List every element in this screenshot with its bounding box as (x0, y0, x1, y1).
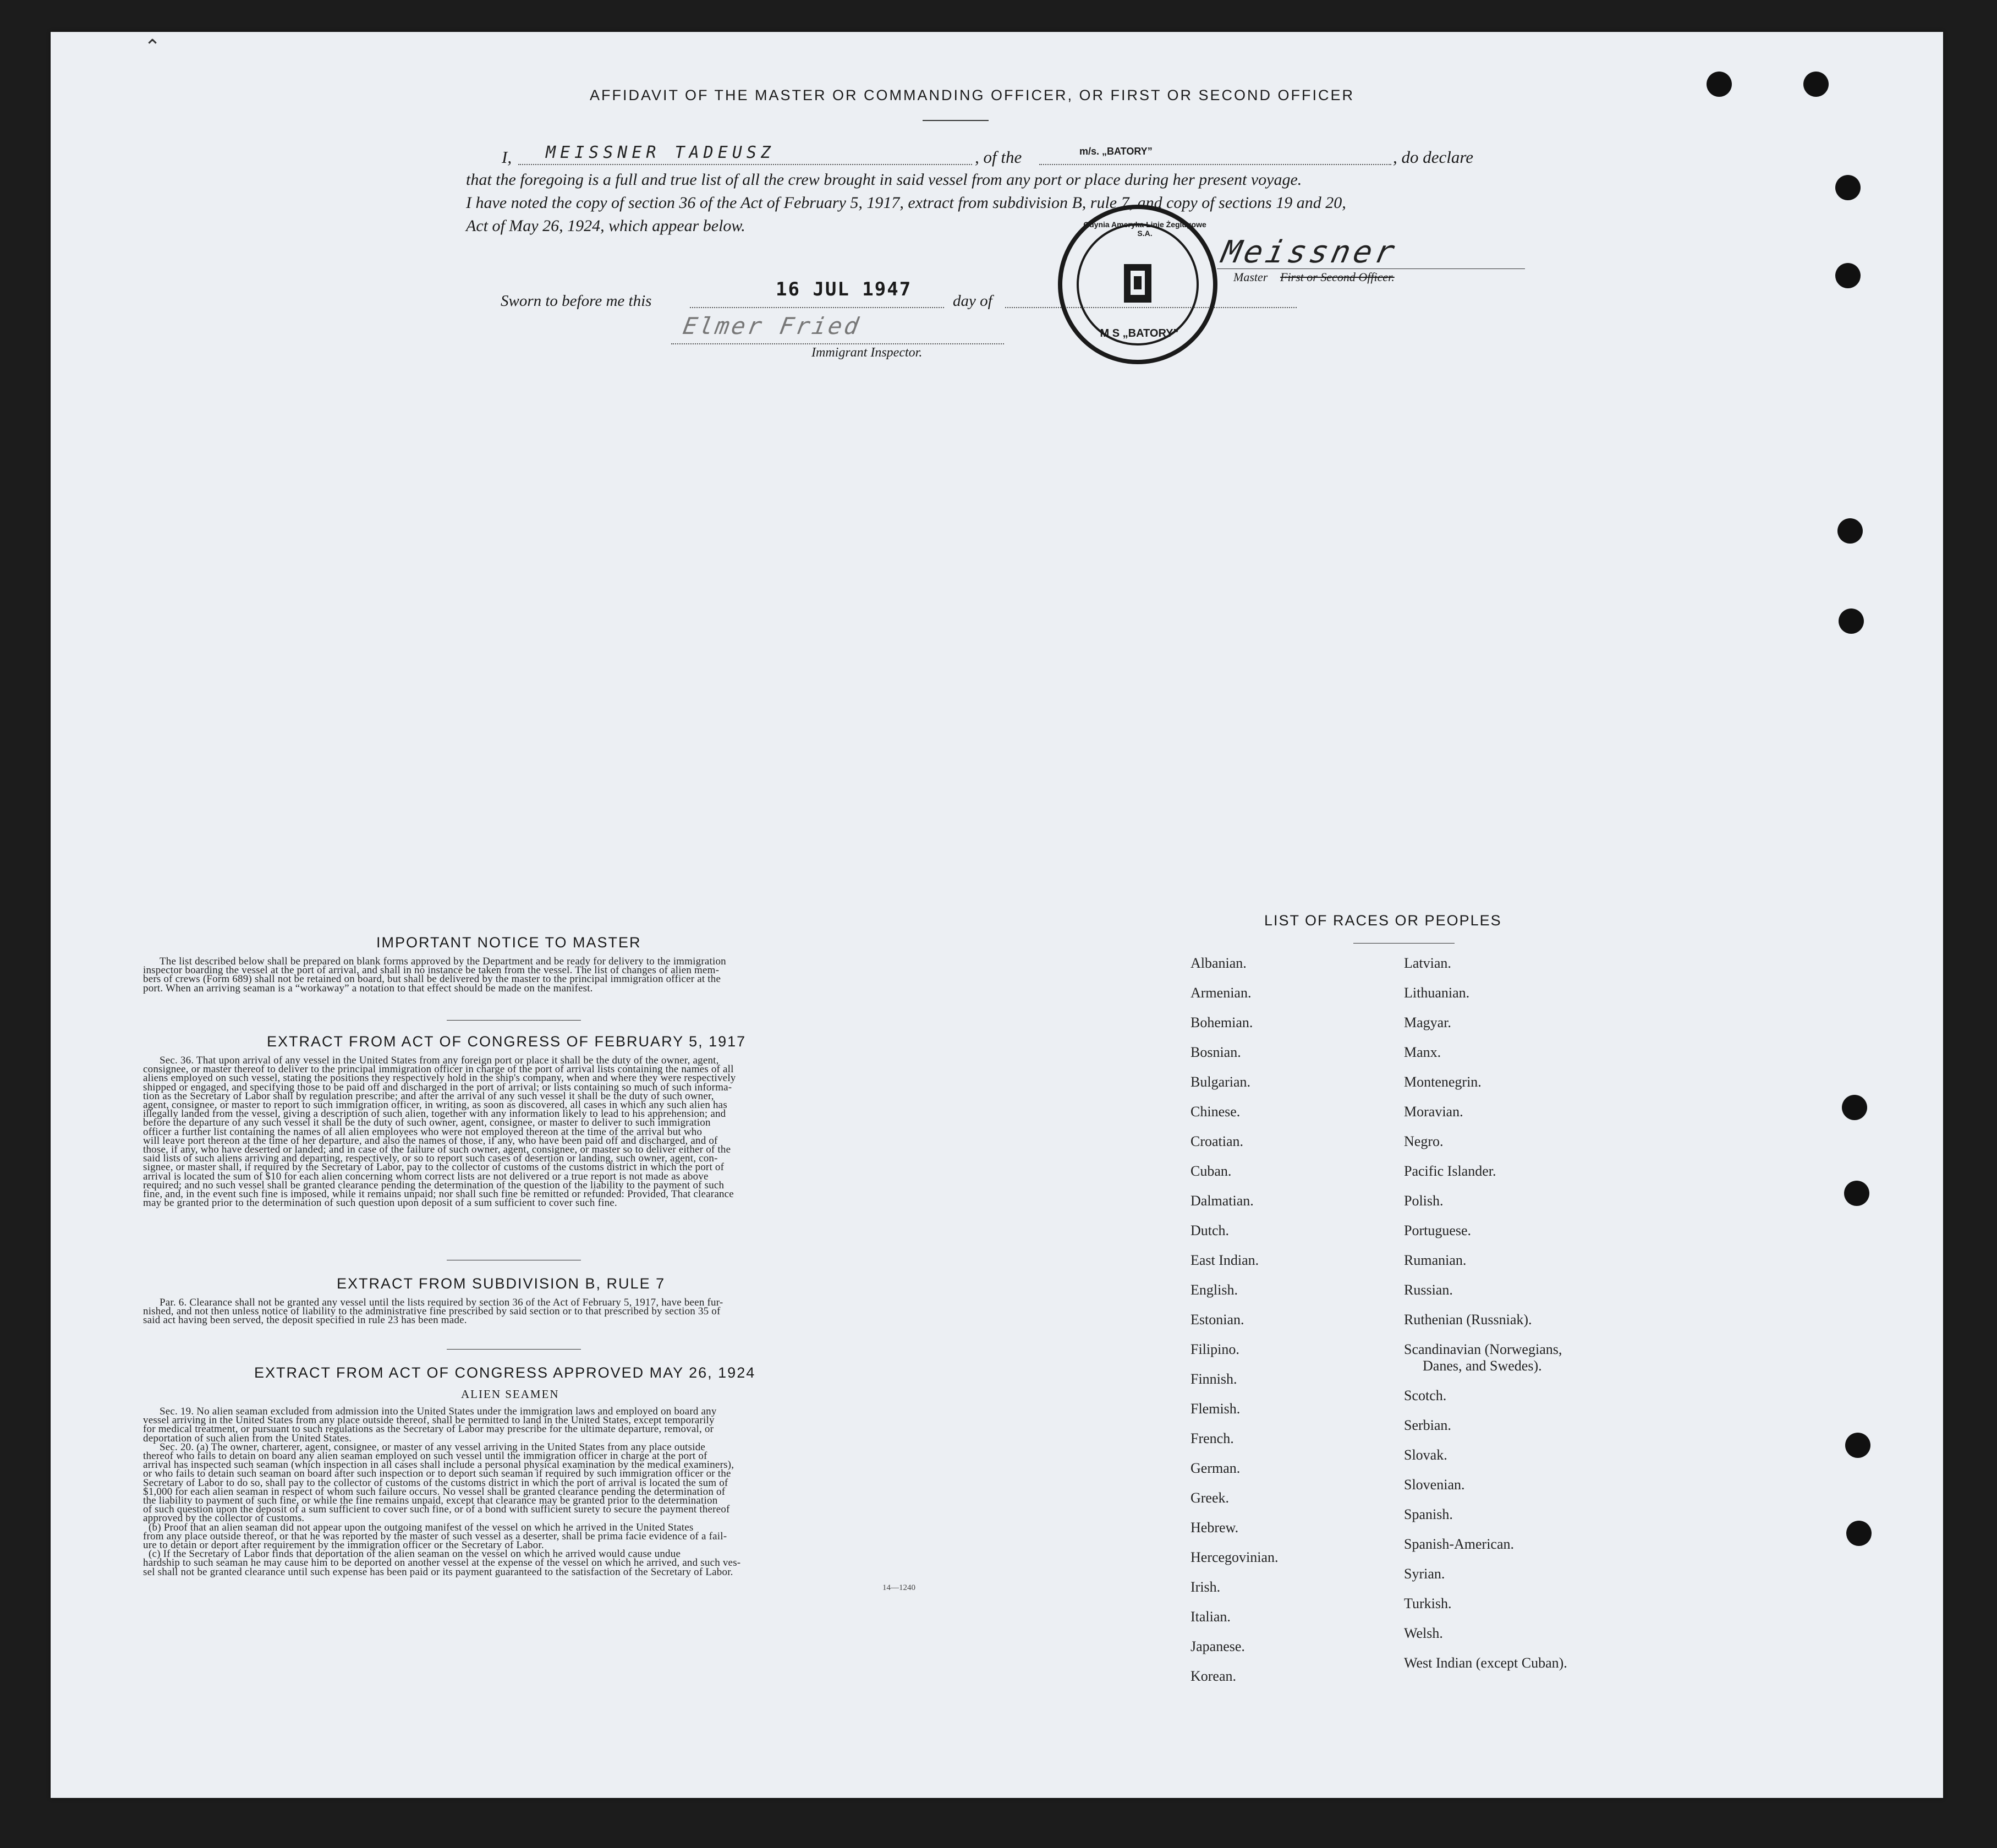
extract-1924-line: sel shall not be granted clearance until such expense has been paid or its payment guaranteed to the satisfaction of the Secretary of Labor. (143, 1566, 733, 1578)
race-item: Bosnian. (1190, 1044, 1241, 1060)
inspector-signature: Elmer Fried (681, 312, 863, 339)
affidavit-line-2: that the foregoing is a full and true list of all the crew brought in said vessel from any port or place during her present voyage. (466, 171, 1302, 189)
extract-1924-line: or who fails to detain such seaman on board after such inspection or to deport such seaman if required by such immigration officer or the (143, 1468, 731, 1480)
race-item: West Indian (except Cuban). (1404, 1655, 1567, 1671)
do-declare-label: , do declare (1393, 147, 1474, 167)
extract-1924-line: the liability to payment of such fine, or while the fine remains unpaid, except that clearance may be granted prior to the determination (143, 1495, 718, 1507)
race-item: Scotch. (1404, 1388, 1447, 1403)
race-item: German. (1190, 1460, 1241, 1476)
notice-line: The list described below shall be prepared on blank forms approved by the Department and be ready for delivery to the immigration (160, 956, 726, 967)
race-item: Cuban. (1190, 1163, 1232, 1179)
race-item: Japanese. (1190, 1638, 1245, 1654)
extract-1924-line: $1,000 for each alien seaman in respect of whom such failure occurs. No vessel shall be granted clearance pending the determination of (143, 1485, 726, 1498)
race-item: Moravian. (1404, 1104, 1463, 1120)
subdivision-line: said act having been served, the deposit specified in rule 23 has been made. (143, 1314, 467, 1326)
extract-1917-line: fine, and, in the event such fine is imposed, while it remains unpaid; nor shall such fine be remitted or refunded: Provided, That clearance (143, 1188, 734, 1200)
race-item: Manx. (1404, 1044, 1441, 1060)
race-item: Armenian. (1190, 985, 1252, 1001)
extract-1917-line: said lists of such aliens arriving and departing, respectively, or so to report such cases of desertion or landing, such owner, agent, con- (143, 1153, 718, 1165)
signature-line (1217, 268, 1525, 269)
races-divider (1353, 943, 1455, 944)
race-item: Korean. (1190, 1668, 1237, 1684)
race-item: Lithuanian. (1404, 985, 1470, 1001)
race-item: Danes, and Swedes). (1423, 1358, 1542, 1374)
extract-1917-line: those, if any, who have deserted or landed; and in case of the failure of such owner, agent, consignee, or master so to deliver either of the (143, 1144, 731, 1156)
extract-1917-line: Sec. 36. That upon arrival of any vessel in the United States from any foreign port or place it shall be the duty of the owner, agent, (160, 1055, 719, 1066)
extract-1924-line: of such question upon the deposit of a sum sufficient to cover such fine, or of a bond with sufficient surety to secure the payment thereof (143, 1504, 730, 1516)
race-item: Russian. (1404, 1282, 1453, 1298)
day-of-label: day of (953, 292, 992, 310)
subdivision-line: nished, and not then unless notice of liability to the administrative fine prescribed by said section or to that prescribed by section 35 of (143, 1306, 721, 1318)
punch-hole (1839, 608, 1864, 634)
race-item: Portuguese. (1404, 1222, 1472, 1238)
race-item: Hercegovinian. (1190, 1549, 1279, 1565)
race-item: Montenegrin. (1404, 1074, 1482, 1090)
corner-mark: ⌃ (144, 36, 161, 58)
race-item: Bulgarian. (1190, 1074, 1251, 1090)
race-item: Flemish. (1190, 1401, 1241, 1417)
race-item: Estonian. (1190, 1312, 1244, 1328)
extract-1924-line: (b) Proof that an alien seaman did not appear upon the outgoing manifest of the vessel on which he arrived in the United States (149, 1521, 694, 1533)
punch-hole (1844, 1181, 1869, 1206)
extract-1917-line: consignee, or master thereof to deliver to the principal immigration officer in charge of the port of arrival lists containing the names of all (143, 1063, 734, 1076)
race-item: Greek. (1190, 1490, 1230, 1506)
race-item: Spanish-American. (1404, 1536, 1515, 1552)
extract-1917-line: will leave port thereon at the time of her departure, and also the names of those, if any, who have been paid off and discharged, and of (143, 1134, 718, 1147)
extract-1917-line: arrival is located the sum of $10 for each alien concerning whom correct lists are not delivered or a true report is not made as above (143, 1170, 709, 1182)
sworn-date-line (690, 307, 944, 308)
punch-hole (1842, 1095, 1867, 1120)
extract-1924-heading: EXTRACT FROM ACT OF CONGRESS APPROVED MAY 26, 1924 (254, 1364, 756, 1381)
inspector-line (671, 343, 1004, 344)
divider-1 (447, 1020, 581, 1021)
affidavit-line-4: Act of May 26, 1924, which appear below. (466, 217, 745, 235)
extract-1917-line: officer a further list containing the names of all alien employees who were not employed thereon at the time of the arrival but who (143, 1126, 703, 1138)
race-item: Ruthenian (Russniak). (1404, 1312, 1532, 1328)
race-item: Turkish. (1404, 1595, 1452, 1611)
stamp-ring-text: Gdynia Ameryka Linje Żeglugowe S.A. (1083, 220, 1206, 238)
race-item: Serbian. (1404, 1417, 1451, 1433)
extract-1917-heading: EXTRACT FROM ACT OF CONGRESS OF FEBRUARY 5, 1917 (267, 1033, 747, 1050)
race-item: Dalmatian. (1190, 1193, 1254, 1209)
punch-hole (1707, 72, 1732, 97)
race-item: Slovenian. (1404, 1477, 1465, 1493)
punch-hole (1835, 263, 1861, 288)
extract-1924-line: Sec. 20. (a) The owner, charterer, agent, consignee, or master of any vessel arriving in the United States from any place outside (160, 1441, 706, 1453)
races-right-column (1404, 948, 1567, 1678)
race-item: Magyar. (1404, 1015, 1451, 1030)
race-item: English. (1190, 1282, 1238, 1298)
signature-caption-master: Master (1233, 270, 1268, 284)
notice-body (143, 957, 920, 993)
document-page (51, 32, 1943, 1798)
race-item: French. (1190, 1430, 1234, 1446)
race-item: Dutch. (1190, 1222, 1230, 1238)
race-item: Croatian. (1190, 1133, 1244, 1149)
inspector-caption: Immigrant Inspector. (811, 346, 923, 360)
extract-1924-subheading: ALIEN SEAMEN (461, 1388, 559, 1401)
races-heading: LIST OF RACES OR PEOPLES (1264, 912, 1502, 929)
punch-hole (1846, 1521, 1872, 1546)
extract-1924-line: arrival has inspected such seaman (which inspection in all cases shall include a personal physical examination by the medical examiners), (143, 1459, 734, 1471)
extract-1917-line: aliens employed on such vessel, stating the positions they respectively hold in the ship's company, when and where they were respectively (143, 1072, 736, 1084)
extract-1917-line: signee, or master shall, if required by the Secretary of Labor, pay to the collector of customs of the customs district in which the port of (143, 1161, 725, 1173)
notice-line: port. When an arriving seaman is a “workaway” a notation to that effect should be made on the manifest. (143, 982, 593, 994)
race-item: Chinese. (1190, 1104, 1241, 1120)
of-the-label: , of the (975, 147, 1022, 167)
race-item: Albanian. (1190, 955, 1247, 971)
extract-1917-line: may be granted prior to the determination of such question upon deposit of a sum sufficient to cover such fine. (143, 1197, 617, 1209)
vessel-name: m/s. „BATORY” (1079, 146, 1153, 157)
notice-line: bers of crews (Form 689) shall not be retained on board, but shall be delivered by the master to the principal immigration officer at the (143, 973, 721, 985)
extract-1924-line: ure to detain or deport after requirement by the immigration officer or the Secretary of Labor. (143, 1539, 544, 1551)
race-item: Irish. (1190, 1579, 1221, 1595)
punch-hole (1845, 1433, 1870, 1458)
sworn-date-stamp: 16 JUL 1947 (776, 278, 912, 300)
extract-1924-body (143, 1407, 920, 1577)
extract-1917-line: illegally landed from the vessel, giving a description of such alien, together with any information likely to lead to his apprehension; and (143, 1108, 726, 1120)
subdivision-heading: EXTRACT FROM SUBDIVISION B, RULE 7 (337, 1275, 666, 1292)
extract-1917-line: required; and no such vessel shall be granted clearance pending the determination of the question of the liability to the payment of such (143, 1179, 725, 1191)
extract-1917-line: tion as the Secretary of Labor shall by regulation prescribe; and after the arrival of any such vessel it shall be the duty of such owner, (143, 1090, 714, 1102)
race-item: Negro. (1404, 1133, 1444, 1149)
affidavit-title: AFFIDAVIT OF THE MASTER OR COMMANDING OFFICER, OR FIRST OR SECOND OFFICER (590, 87, 1355, 103)
extract-1917-line: agent, consignee, or master to report to such immigration officer, in writing, as soon as discovered, all cases in which any such alien has (143, 1099, 727, 1111)
race-item: Polish. (1404, 1193, 1444, 1209)
stamp-bottom-text: M S „BATORY” (1100, 327, 1179, 339)
extract-1924-line: Secretary of Labor to do so, shall pay to the collector of customs of the customs district in which the port of arrival is located the sum of (143, 1477, 728, 1489)
race-item: East Indian. (1190, 1252, 1259, 1268)
punch-hole (1837, 518, 1863, 544)
race-item: Scandinavian (Norwegians, (1404, 1341, 1562, 1357)
race-item: Bohemian. (1190, 1015, 1253, 1030)
master-name-line (518, 164, 972, 165)
extract-1917-line: before the departure of any such vessel it shall be the duty of such owner, agent, consignee, or master to deliver to such immigration (143, 1117, 711, 1129)
race-item: Pacific Islander. (1404, 1163, 1496, 1179)
signature-caption-officer: First or Second Officer. (1280, 270, 1395, 284)
affidavit-i-label: I, (502, 147, 512, 167)
extract-1924-line: Sec. 19. No alien seaman excluded from admission into the United States under the immigration laws and employed on board any (160, 1406, 717, 1417)
extract-1917-body (143, 1056, 920, 1208)
extract-1924-line: hardship to such seaman he may cause him to be deported on another vessel at the expense of the vessel on which he arrived, and such ves- (143, 1557, 741, 1569)
notice-heading: IMPORTANT NOTICE TO MASTER (376, 934, 641, 951)
races-left-column (1190, 948, 1279, 1691)
race-item: Filipino. (1190, 1341, 1239, 1357)
extract-1924-line: vessel arriving in the United States from any place outside thereof, shall be permitted to land in the United States, except temporarily (143, 1414, 715, 1427)
master-name: MEISSNER TADEUSZ (546, 143, 775, 162)
extract-1924-line: for medical treatment, or pursuant to such regulations as the Secretary of Labor may prescribe for the ultimate departure, removal, or (143, 1423, 714, 1435)
form-number: 14—1240 (882, 1583, 915, 1592)
race-item: Syrian. (1404, 1566, 1445, 1582)
vessel-line (1039, 164, 1391, 165)
divider-3 (447, 1349, 581, 1350)
sworn-label: Sworn to before me this (501, 292, 652, 310)
race-item: Finnish. (1190, 1371, 1237, 1387)
extract-1924-line: from any place outside thereof, or that he was reported by the master of such vessel as a deserter, shall be prima facie evidence of a fail- (143, 1530, 727, 1542)
ship-stamp (1058, 205, 1217, 364)
race-item: Hebrew. (1190, 1520, 1239, 1536)
race-item: Italian. (1190, 1609, 1231, 1625)
master-signature: Meissner (1219, 234, 1401, 270)
title-divider (923, 120, 989, 121)
extract-1924-line: (c) If the Secretary of Labor finds that deportation of the alien seaman on the vessel on which he arrived would cause undue (149, 1548, 681, 1560)
race-item: Latvian. (1404, 955, 1451, 971)
race-item: Welsh. (1404, 1625, 1443, 1641)
race-item: Slovak. (1404, 1447, 1447, 1463)
race-item: Rumanian. (1404, 1252, 1467, 1268)
punch-hole (1835, 175, 1861, 200)
subdivision-body (143, 1298, 920, 1325)
race-item: Spanish. (1404, 1506, 1453, 1522)
extract-1924-line: deportation of such alien from the United States. (143, 1432, 352, 1444)
extract-1917-line: shipped or engaged, and specifying those to be paid off and discharged in the port of arrival; or lists containing so much of such informa- (143, 1081, 732, 1093)
notice-line: inspector boarding the vessel at the port of arrival, and shall in no instance be taken from the vessel. The list of changes of alien mem- (143, 964, 720, 977)
extract-1924-line: thereof who fails to detain on board any alien seaman employed on such vessel until the immigration officer in charge at the port of (143, 1450, 707, 1462)
affidavit-line-3: I have noted the copy of section 36 of the Act of February 5, 1917, extract from subdivision B, rule 7, and copy of sections 19 and 20, (466, 194, 1346, 212)
extract-1924-line: approved by the collector of customs. (143, 1512, 305, 1525)
punch-hole (1803, 72, 1829, 97)
subdivision-line: Par. 6. Clearance shall not be granted any vessel until the lists required by section 36 of the Act of February 5, 1917, have been fur- (160, 1297, 723, 1308)
